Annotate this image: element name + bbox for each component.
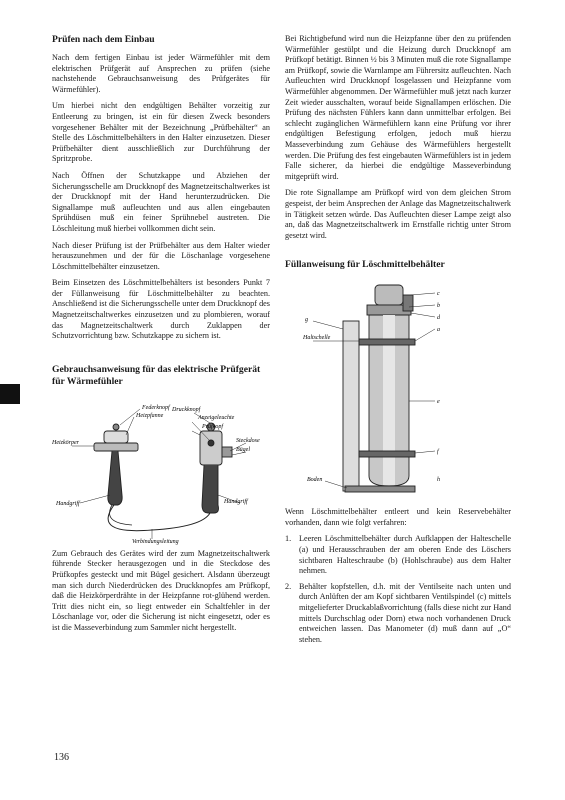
label-h: h	[437, 477, 440, 484]
test-device-figure	[52, 395, 270, 545]
connecting-cable	[108, 505, 210, 531]
list-number: 1.	[285, 534, 292, 544]
label-druckknopf: Druckknopf	[172, 406, 201, 413]
label-e: e	[437, 399, 440, 406]
label-f: f	[437, 449, 439, 456]
section-heading-fuellanweisung: Füllanweisung für Löschmittelbehälter	[285, 259, 445, 271]
list-item	[285, 534, 511, 576]
label-buegel: Bügel	[236, 446, 250, 453]
label-a: a	[437, 327, 440, 334]
label-haltschelle: Haltschelle	[303, 335, 331, 342]
list-text: Behälter kopfstellen, d.h. mit der Ventilseite nach unten und durch Anlüften der am Kopf sichtbaren Ventilspindel (c) mittels mitgelieferter Druckablaßvorrichtung (falls diese nicht zur Hand mittels Durchschlag oder Dorn) etwa noch vorhandenen Druck entweichen lassen. Das Manometer (d) muß dann auf „O“ stehen.	[299, 581, 511, 644]
paragraph: Beim Einsetzen des Löschmittelbehälters ist besonders Punkt 7 der Füllanweisung für Löschmittelbehälter zu beachten. Anschließend ist die Sicherungsschelle unter dem Druckknopf des Magnetzeitschaltwerkes einzusetzen und zu plombieren, worauf das Magnetzeitschaltwerk durch Zuklappen der Schutzvorrichtung bzw. Schutzkappe zu sichern ist.	[52, 278, 270, 341]
page-number: 136	[54, 752, 69, 763]
extinguisher-drawing	[343, 285, 415, 492]
label-pruefkopf: Prüfkopf	[202, 423, 223, 430]
label-g: g	[305, 317, 308, 324]
label-handgriff-right: Handgriff	[224, 498, 248, 505]
paragraph: Bei Richtigbefund wird nun die Heizpfanne über den zu prüfenden Wärmefühler gestülpt und die Heizung durch Druckknopf am Prüfkopf betätigt. Binnen ½ bis 3 Minuten muß die rote Signallampe am Prüfkopf, sowie die Warnlampe am Führersitz aufleuchten. Nach Aufleuchten wird Druckknopf losgelassen und Heizpfanne vom Wärmefühler abgenommen. Der Wärmefühler muß jetzt nach kurzer Zeit wieder ausschalten, worauf beide Signallampen erlöschen. Die Prüfung des nächsten Fühlers kann dann unmittelbar erfolgen. Bei schlecht zugänglichen Wärmefühlern kann eine Prüfung vor ihrer endgültigen Befestigung erfolgen, jedoch muß hierzu Masseverbindung zum Gehäuse des Wärmefühlers hergestellt werden. Die Prüfung des fest eingebauten Wärmefühlers ist in jedem Falle sicherer, da hierbei die endgültige Masseverbindung mitgeprüft wird.	[285, 34, 511, 181]
section-heading-pruefen: Prüfen nach dem Einbau	[52, 34, 155, 45]
label-steckdose: Steckdose	[236, 437, 260, 444]
label-anzeigeleuchte: Anzeigeleuchte	[198, 414, 235, 421]
list-item	[285, 582, 511, 646]
paragraph: Nach dieser Prüfung ist der Prüfbehälter aus dem Halter wieder herauszunehmen und der für die Löschanlage vorgesehene Löschmittelbehälter einzusetzen.	[52, 240, 270, 271]
paragraph: Wenn Löschmittelbehälter entleert und kein Reservebehälter vorhanden, dann wie folgt verfahren:	[285, 507, 511, 527]
paragraph: Nach dem fertigen Einbau ist jeder Wärmefühler mit dem elektrischen Prüfgerät auf Ansprechen zu prüfen (siehe nachstehende Gebrauchsanweisung des Prüfgerätes für Wärmefühler).	[52, 53, 270, 94]
section-heading-gebrauchsanweisung: Gebrauchsanweisung für das elektrische Prüfgerät für Wärmefühler	[52, 363, 261, 387]
label-handgriff-left: Handgriff	[56, 500, 80, 507]
label-d: d	[437, 315, 440, 322]
right-column	[285, 34, 511, 650]
left-column	[52, 34, 270, 640]
extinguisher-figure	[285, 281, 511, 501]
label-federknopf: Federknopf	[142, 404, 170, 411]
label-heizkoerper: Heizkörper	[52, 439, 79, 446]
list-number: 2.	[285, 581, 292, 591]
label-b: b	[437, 303, 440, 310]
label-verbindungsleitung: Verbindungsleitung	[132, 538, 179, 545]
heating-device-drawing	[94, 424, 138, 505]
label-heizpfanne: Heizpfanne	[136, 412, 164, 419]
list-text: Leeren Löschmittelbehälter durch Aufklappen der Halteschelle (a) und Herausschrauben der am oberen Ende des Löschers sichtbaren Halteschraube (b) (Hohlschraube) aus dem Halter nehmen.	[299, 534, 511, 576]
label-c: c	[437, 291, 440, 298]
paragraph: Die rote Signallampe am Prüfkopf wird von dem gleichen Strom gespeist, der beim Ansprechen der Anlage das Magnetzeitschaltwerk in Tätigkeit setzen würde. Das Aufleuchten dieser Lampe zeigt also an, daß das Magnetzeitschaltwerk im Ernstfalle richtig unter Strom gesetzt wird.	[285, 188, 511, 240]
paragraph: Zum Gebrauch des Gerätes wird der zum Magnetzeitschaltwerk führende Stecker herausgezogen und in die Steckdose des Prüfkopfes gesteckt und mit Bügel gesichert. Alsdann überzeugt man sich durch Niederdrücken des Druckknopfes am Prüfkopf, daß die Heizkörperdrähte in der Heizpfanne rot-glühend werden. Tritt dies nicht ein, so liegt entweder ein Schaltfehler in der Löschanlage vor, oder die Sicherung ist nicht eingesetzt, oder es ist die Masseverbindung zum Sammler nicht hergestellt.	[52, 548, 270, 632]
paragraph: Nach Öffnen der Schutzkappe und Abziehen der Sicherungsschelle am Druckknopf des Magnetzeitschaltwerkes ist der Druckknopf mit der Hand herunterzudrücken. Die Signallampe muß aufleuchten und aus allen eingebauten Sprühdüsen muß ein feiner Sprühnebel austreten. Die Löschleitung muß hierbei vollkommen dicht sein.	[52, 170, 270, 233]
label-boden: Boden	[307, 477, 323, 484]
paragraph: Um hierbei nicht den endgültigen Behälter vorzeitig zur Entleerung zu bringen, ist ein für diesen Zweck besonders vorgesehener Behälter mit der Bezeichnung „Prüfbehälter“ an Stelle des Löschmittelbehälters in den Halter einzusetzen. Dieser Prüfbehälter dient ausschließlich zur Durchführung der Spritzprobe.	[52, 101, 270, 164]
thumb-index-tab	[0, 384, 20, 404]
